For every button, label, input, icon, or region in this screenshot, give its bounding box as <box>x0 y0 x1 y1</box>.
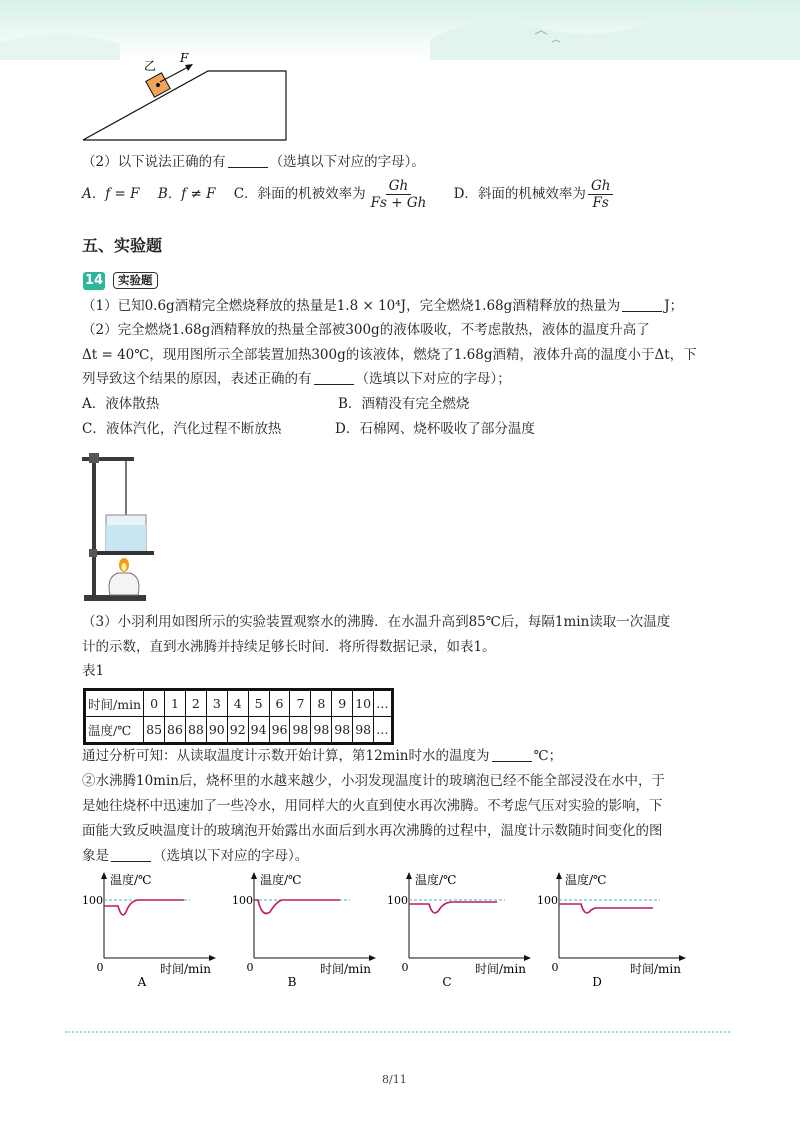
table-cell: … <box>374 717 393 744</box>
question-number: 14 <box>84 273 104 288</box>
table-cell: 98 <box>290 717 311 744</box>
footer-dotted-divider <box>65 1031 730 1033</box>
section-title: 五、实验题 <box>82 236 163 255</box>
x-arrowhead <box>679 955 686 961</box>
option-a: A．f = F <box>82 186 140 202</box>
page-number: 8/11 <box>382 1073 407 1086</box>
y-tick-100: 100 <box>232 894 253 907</box>
origin-label: 0 <box>401 961 409 974</box>
table-cell: 8 <box>311 690 332 717</box>
answer-blank[interactable] <box>228 153 268 168</box>
analysis-line: 通过分析可知：从读取温度计示数开始计算，第12min时水的温度为 ℃； <box>82 748 563 764</box>
incline-diagram <box>80 50 295 145</box>
table-cell: 4 <box>227 690 248 717</box>
table-cell: 2 <box>185 690 206 717</box>
option-c: C．斜面的机被效率为 $\frac{Gh}{Fs + Gh}$ <box>233 178 427 211</box>
q13-options <box>82 177 615 211</box>
table-cell: 1 <box>165 690 186 717</box>
q14-option-b: B．酒精没有完全燃烧 <box>338 396 470 412</box>
q14-part2-line1: （2）完全燃烧1.68g酒精释放的热量全部被300g的液体吸收，不考虑散热，液体的温度升高了 <box>82 322 650 338</box>
table-cell: 86 <box>165 717 186 744</box>
table-cell: 85 <box>144 717 165 744</box>
table-cell: 3 <box>206 690 227 717</box>
x-arrowhead <box>524 955 531 961</box>
option-letter: B <box>287 975 297 988</box>
q14-option-c: C．液体汽化，汽化过程不断放热 <box>82 421 282 437</box>
graph-axes <box>254 878 370 958</box>
table-cell: 98 <box>353 717 374 744</box>
q14-part1: （1）已知0.6g酒精完全燃烧释放的热量是1.8 × 10⁴J，完全燃烧1.68g酒精释放的热量为 J； <box>82 298 684 314</box>
option-d: D．斜面的机械效率为 $\frac{Gh}{Fs}$ <box>454 186 616 202</box>
temperature-curve <box>254 900 340 914</box>
origin-label: 0 <box>96 961 104 974</box>
x-axis-label: 时间/min <box>475 962 526 976</box>
x-axis-label: 时间/min <box>630 962 681 976</box>
y-arrowhead <box>101 872 107 879</box>
table-cell: 5 <box>248 690 269 717</box>
table-cell: 94 <box>248 717 269 744</box>
table-cell: 0 <box>144 690 165 717</box>
x-arrowhead <box>209 955 216 961</box>
y-arrowhead <box>556 872 562 879</box>
origin-label: 0 <box>551 961 559 974</box>
origin-label: 0 <box>246 961 254 974</box>
data-table <box>83 688 394 745</box>
q14-part4-line2: 是她往烧杯中迅速加了一些冷水，用同样大的火直到使水再次沸腾。不考虑气压对实验的影响，下 <box>82 798 663 814</box>
graph-axes <box>409 878 525 958</box>
y-axis-label: 温度/℃ <box>415 873 457 887</box>
question-type-tag: 实验题 <box>113 272 158 289</box>
table-cell: 7 <box>290 690 311 717</box>
q14-part3-line2: 计的示数，直到水沸腾并持续足够长时间．将所得数据记录，如表1。 <box>82 639 496 655</box>
boiling-apparatus <box>80 445 155 605</box>
table-row <box>85 717 393 744</box>
table-cell: 98 <box>332 717 353 744</box>
answer-blank[interactable] <box>314 370 354 385</box>
y-tick-100: 100 <box>537 894 558 907</box>
table-cell: … <box>374 690 393 717</box>
q13-part2-stem: （2）以下说法正确的有 （选填以下对应的字母）。 <box>82 154 425 170</box>
x-arrowhead <box>369 955 376 961</box>
x-axis-label: 时间/min <box>160 962 211 976</box>
option-letter: A <box>137 975 147 988</box>
table-row <box>85 690 393 717</box>
y-axis-label: 温度/℃ <box>565 873 607 887</box>
q14-part4-line1: ②水沸腾10min后，烧杯里的水越来越少，小羽发现温度计的玻璃泡已经不能全部浸没在水中，于 <box>82 773 665 789</box>
temperature-curve <box>559 904 653 913</box>
y-tick-100: 100 <box>82 894 103 907</box>
label-force: F <box>180 51 189 65</box>
answer-blank[interactable] <box>492 747 532 762</box>
graph-option-c <box>385 870 547 988</box>
table-cell: 90 <box>206 717 227 744</box>
y-arrowhead <box>406 872 412 879</box>
q14-part3-line1: （3）小羽利用如图所示的实验装置观察水的沸腾．在水温升高到85℃后，每隔1min读取一次温度 <box>82 614 671 630</box>
x-axis-label: 时间/min <box>320 962 371 976</box>
label-block: 乙 <box>144 59 157 73</box>
table-cell: 9 <box>332 690 353 717</box>
force-arrow <box>160 66 190 82</box>
table-cell: 98 <box>311 717 332 744</box>
temperature-curve <box>409 902 497 913</box>
table-header-temp: 温度/℃ <box>85 717 144 744</box>
y-axis-label: 温度/℃ <box>260 873 302 887</box>
option-letter: C <box>442 975 452 988</box>
table-cell: 6 <box>269 690 290 717</box>
table-cell: 88 <box>185 717 206 744</box>
graph-axes <box>104 878 210 958</box>
y-tick-100: 100 <box>387 894 408 907</box>
option-letter: D <box>592 975 602 988</box>
answer-blank[interactable] <box>622 297 662 312</box>
answer-blank[interactable] <box>111 847 151 862</box>
table-cell: 96 <box>269 717 290 744</box>
table-cell: 10 <box>353 690 374 717</box>
graph-option-d <box>535 870 702 988</box>
q14-part4-line3: 面能大致反映温度计的玻璃泡开始露出水面后到水再次沸腾的过程中，温度计示数随时间变化的图 <box>82 823 663 839</box>
table-cell: 92 <box>227 717 248 744</box>
graph-option-b <box>230 870 392 988</box>
y-axis-label: 温度/℃ <box>110 873 152 887</box>
graph-option-a <box>80 870 232 988</box>
option-b: B．f ≠ F <box>157 186 216 202</box>
graph-axes <box>559 878 680 958</box>
q14-part2-line2: Δt = 40℃，现用图所示全部装置加热300g的该液体，燃烧了1.68g酒精，液体升高的温度小于Δt，下 <box>82 347 697 363</box>
q14-part2-line3: 列导致这个结果的原因，表述正确的有 （选填以下对应的字母）； <box>82 371 511 387</box>
q14-option-a: A．液体散热 <box>82 396 160 412</box>
table-caption: 表1 <box>82 663 105 679</box>
q14-part4-line4: 象是 （选填以下对应的字母）。 <box>82 848 309 864</box>
y-arrowhead <box>251 872 257 879</box>
table-header-time: 时间/min <box>85 690 144 717</box>
temperature-curve <box>104 900 184 915</box>
q14-option-d: D．石棉网、烧杯吸收了部分温度 <box>335 421 535 437</box>
